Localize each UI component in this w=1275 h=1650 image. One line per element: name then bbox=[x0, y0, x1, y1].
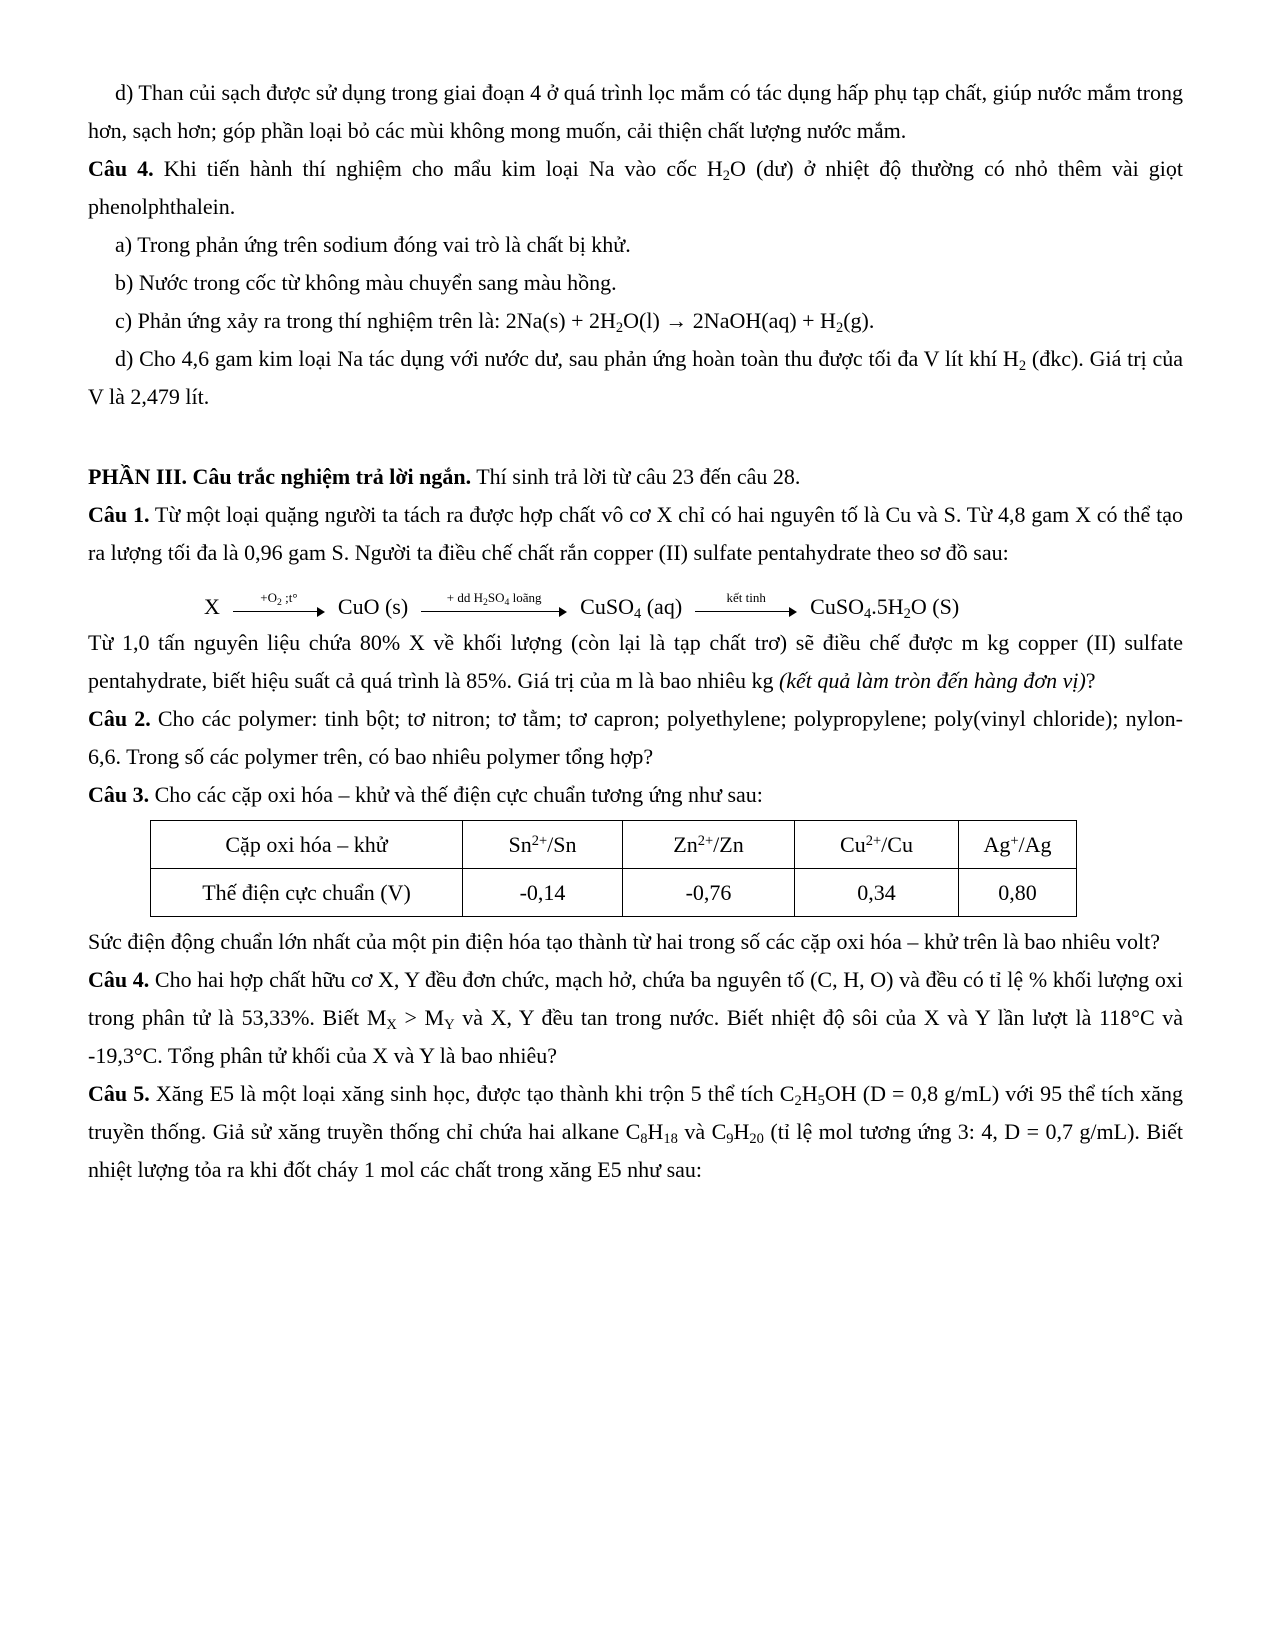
arrow-3-line bbox=[695, 606, 797, 618]
arrow-2-condition-label: + dd $H_2SO_4$ loãng bbox=[446, 590, 542, 608]
reaction-arrow-3 bbox=[695, 590, 797, 618]
table-cell-ag-value: 0,80 bbox=[959, 869, 1077, 917]
scheme-product-cuso4-pentahydrate: $CuSO_4.5H_2O$ (S) bbox=[810, 594, 960, 623]
reaction-arrow-2 bbox=[421, 590, 567, 618]
reaction-scheme bbox=[204, 574, 1183, 622]
table-cell-ag: Ag+/Ag bbox=[959, 821, 1077, 869]
tf-question-4-stem: Câu 4. Khi tiến hành thí nghiệm cho mẩu kim loại Na vào cốc $H_2O$ (dư) ở nhiệt độ thường có nhỏ thêm vài giọt phenolphthalein. bbox=[88, 156, 1183, 219]
table-cell-cu: $Cu^{2+}/Cu$ bbox=[795, 821, 959, 869]
sa-question-4: Câu 4. Cho hai hợp chất hữu cơ X, Y đều đơn chức, mạch hở, chứa ba nguyên tố (C, H, O) và đều có tỉ lệ % khối lượng oxi trong phân tử là 53,33%. Biết $M_X > M_Y$ và X, Y đều tan trong nước. Biết nhiệt độ sôi của X và Y lần lượt là 118°C và -19,3°C. Tổng phân tử khối của X và Y là bao nhiêu? bbox=[88, 967, 1184, 1068]
paragraph-charcoal-statement-d: d) Than củi sạch được sử dụng trong giai đoạn 4 ở quá trình lọc mắm có tác dụng hấp phụ tạp chất, giúp nước mắm trong hơn, sạch hơn; góp phần loại bỏ các mùi không mong muốn, cải thiện chất lượng nước mắm. bbox=[88, 80, 1183, 143]
scheme-product-cuo: CuO (s) bbox=[337, 594, 409, 619]
scheme-product-cuso4: CuSO$_4$ (aq) bbox=[580, 594, 683, 623]
arrow-1-line bbox=[233, 606, 325, 618]
tf-question-4-statement-a: a) Trong phản ứng trên sodium đóng vai trò là chất bị khử. bbox=[115, 232, 631, 257]
table-cell-zn: $Zn^{2+}/Zn$ bbox=[623, 821, 795, 869]
table-cell-sn: $Sn^{2+}/Sn$ bbox=[463, 821, 623, 869]
arrow-3-condition-label: kết tinh bbox=[726, 590, 766, 605]
reaction-arrow-1 bbox=[233, 590, 325, 618]
sa-question-3-stem: Câu 3. Cho các cặp oxi hóa – khử và thế điện cực chuẩn tương ứng như sau: bbox=[88, 782, 763, 807]
table-value-row bbox=[151, 869, 1077, 917]
scheme-reactant-x: X bbox=[204, 594, 220, 619]
arrow-2-line bbox=[421, 606, 567, 618]
sa-question-1-stem: Câu 1. Từ một loại quặng người ta tách ra được hợp chất vô cơ X chỉ có hai nguyên tố là Cu và S. Từ 4,8 gam X có thể tạo ra lượng tối đa là 0,96 gam S. Người ta điều chế chất rắn copper (II) sulfate pentahydrate theo sơ đồ sau: bbox=[88, 502, 1183, 565]
tf-question-4-statement-c: c) Phản ứng xảy ra trong thí nghiệm trên là: $2Na(s) + 2H_2O(l)$ → 2NaOH(aq) + $H_2(g)$. bbox=[115, 308, 875, 337]
sa-question-3-continuation: Sức điện động chuẩn lớn nhất của một pin điện hóa tạo thành từ hai trong số các cặp oxi hóa – khử trên là bao nhiêu volt? bbox=[88, 929, 1160, 954]
sa-question-1-continuation: Từ 1,0 tấn nguyên liệu chứa 80% X về khối lượng (còn lại là tạp chất trơ) sẽ điều chế được m kg copper (II) sulfate pentahydrate, biết hiệu suất cả quá trình là 85%. Giá trị của m là bao nhiêu kg (kết quả làm tròn đến hàng đơn vị)? bbox=[88, 630, 1183, 693]
electrode-potential-table bbox=[150, 820, 1077, 917]
table-cell-potential-label: Thế điện cực chuẩn (V) bbox=[151, 869, 463, 917]
arrow-1-condition-label: $+O_2$ ;t° bbox=[260, 590, 298, 608]
sa-question-5-stem: Câu 5. Xăng E5 là một loại xăng sinh học, được tạo thành khi trộn 5 thể tích $C_2H_5OH$ (D = 0,8 g/mL) với 95 thể tích xăng truyền thống. Giả sử xăng truyền thống chỉ chứa hai alkane $C_8H_{18}$ và $C_9H_{20}$ (tỉ lệ mol tương ứng 3: 4, D = 0,7 g/mL). Biết nhiệt lượng tỏa ra khi đốt cháy 1 mol các chất trong xăng E5 như sau: bbox=[88, 1081, 1184, 1182]
table-cell-zn-value: -0,76 bbox=[623, 869, 795, 917]
tf-question-4-statement-b: b) Nước trong cốc từ không màu chuyển sang màu hồng. bbox=[115, 270, 617, 295]
table-cell-sn-value: -0,14 bbox=[463, 869, 623, 917]
table-header-row bbox=[151, 821, 1077, 869]
tf-question-4-statement-d: d) Cho 4,6 gam kim loại Na tác dụng với nước dư, sau phản ứng hoàn toàn thu được tối đa V lít khí $H_2$ (đkc). Giá trị của V là 2,479 lít. bbox=[88, 346, 1183, 409]
table-cell-cu-value: 0,34 bbox=[795, 869, 959, 917]
table-cell-pair-label: Cặp oxi hóa – khử bbox=[151, 821, 463, 869]
part-3-heading: PHẦN III. Câu trắc nghiệm trả lời ngắn. Thí sinh trả lời từ câu 23 đến câu 28. bbox=[88, 464, 801, 489]
sa-question-2: Câu 2. Cho các polymer: tinh bột; tơ nitron; tơ tằm; tơ capron; polyethylene; polypropylene; poly(vinyl chloride); nylon-6,6. Trong số các polymer trên, có bao nhiêu polymer tổng hợp? bbox=[88, 706, 1184, 769]
